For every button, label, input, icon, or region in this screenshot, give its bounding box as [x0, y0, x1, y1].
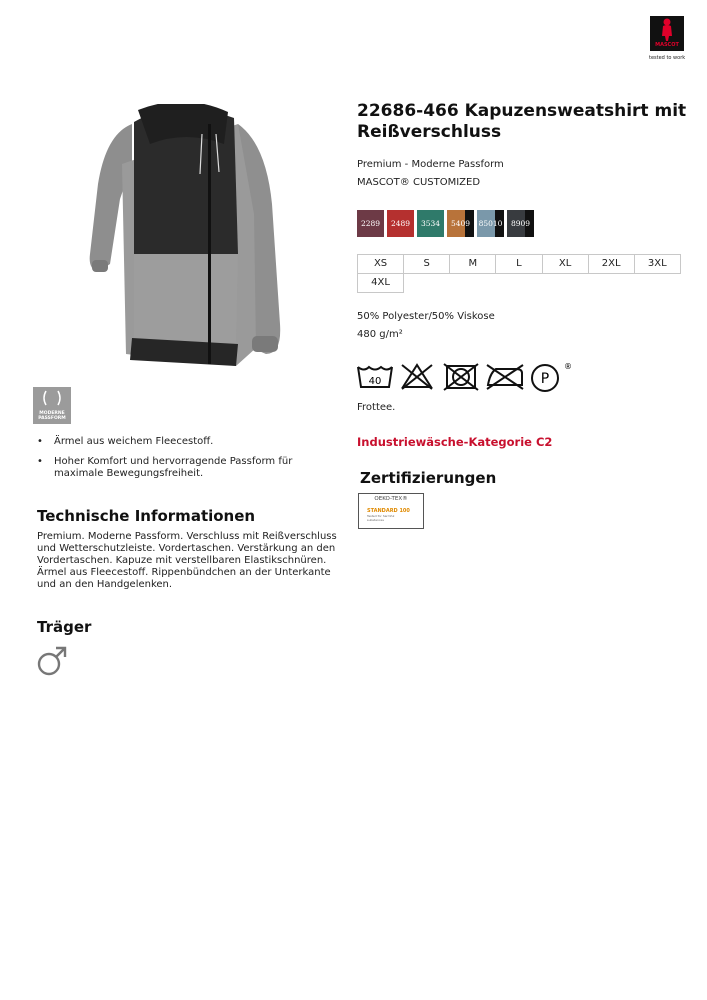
care-symbols [356, 361, 576, 393]
technical-text: Premium. Moderne Passform. Verschluss mit Reißverschluss und Wetterschutzleiste. Vordertaschen. Verstärkung an den Vordertaschen. Kapuze mit verstellbaren Elastikschnüren. Ärmel aus Fleecestoff. Rippenbündchen an der Unterkante und an den Handgelenken. [37, 531, 337, 590]
product-image [86, 104, 282, 366]
product-title: 22686-466 Kapuzensweatshirt mit Reißverschluss [357, 101, 687, 142]
size-option[interactable]: M [449, 254, 496, 274]
product-collection: MASCOT® CUSTOMIZED [357, 177, 481, 188]
size-option[interactable]: 2XL [588, 254, 635, 274]
color-swatch[interactable] [477, 210, 504, 237]
color-swatches [357, 210, 534, 237]
size-option[interactable]: S [403, 254, 450, 274]
size-table [357, 254, 687, 292]
oeko-tex-line: substances [367, 518, 384, 522]
dryclean-letter: P [540, 371, 550, 387]
color-code: 5409 [450, 219, 471, 228]
color-code: 2289 [360, 219, 381, 228]
wash-temp: 40 [368, 376, 382, 387]
dry-clean-p-icon [532, 362, 572, 391]
feature-text: Hoher Komfort und hervorragende Passform für maximale Bewegungsfreiheit. [54, 456, 293, 479]
wearer-heading: Träger [37, 618, 92, 636]
logo-text: MASCOT [655, 42, 679, 48]
size-option[interactable]: 3XL [634, 254, 681, 274]
list-item: • Ärmel aus weichem Fleecestoff. [37, 436, 214, 447]
product-line: Premium - Moderne Passform [357, 159, 504, 170]
brand-tagline: tested to work [649, 55, 686, 61]
registered-mark: ® [564, 362, 572, 371]
certifications-heading: Zertifizierungen [360, 469, 497, 487]
fit-icon [33, 387, 71, 409]
no-tumble-dry-icon [444, 364, 478, 390]
color-swatch[interactable] [447, 210, 474, 237]
list-item: • Hoher Komfort und hervorragende Passform für maximale Bewegungsfreiheit. [37, 456, 337, 480]
modern-fit-badge [33, 387, 71, 424]
color-swatch[interactable] [507, 210, 534, 237]
oeko-tex-label [358, 493, 424, 529]
mascot-logo-icon [650, 16, 684, 51]
technical-heading: Technische Informationen [37, 507, 256, 525]
size-option[interactable]: XS [357, 254, 404, 274]
feature-text: Ärmel aus weichem Fleecestoff. [54, 436, 214, 447]
laundry-category: Industriewäsche-Kategorie C2 [357, 435, 553, 449]
fabric-type: Frottee. [357, 402, 396, 413]
color-code: 85010 [478, 219, 503, 228]
fabric-weight: 480 g/m² [357, 329, 403, 340]
no-bleach-icon [402, 365, 432, 389]
feature-list [37, 436, 337, 488]
wash-40-icon [358, 367, 392, 387]
color-code: 3534 [420, 219, 441, 228]
brand-logo [649, 16, 685, 61]
male-icon [36, 645, 68, 677]
size-option[interactable]: L [495, 254, 542, 274]
color-swatch[interactable] [387, 210, 414, 237]
color-code: 8909 [510, 219, 531, 228]
size-option[interactable]: 4XL [357, 273, 404, 293]
oeko-tex-name: OEKO-TEX® [374, 496, 408, 502]
no-iron-icon [487, 365, 523, 389]
color-code: 2489 [390, 219, 411, 228]
oeko-tex-standard: STANDARD 100 [367, 508, 410, 514]
color-swatch[interactable] [417, 210, 444, 237]
size-option[interactable]: XL [542, 254, 589, 274]
oeko-tex-line: Tested for harmful [367, 514, 395, 518]
material: 50% Polyester/50% Viskose [357, 311, 495, 322]
color-swatch[interactable] [357, 210, 384, 237]
badge-text: MODERNE PASSFORM [38, 411, 66, 421]
